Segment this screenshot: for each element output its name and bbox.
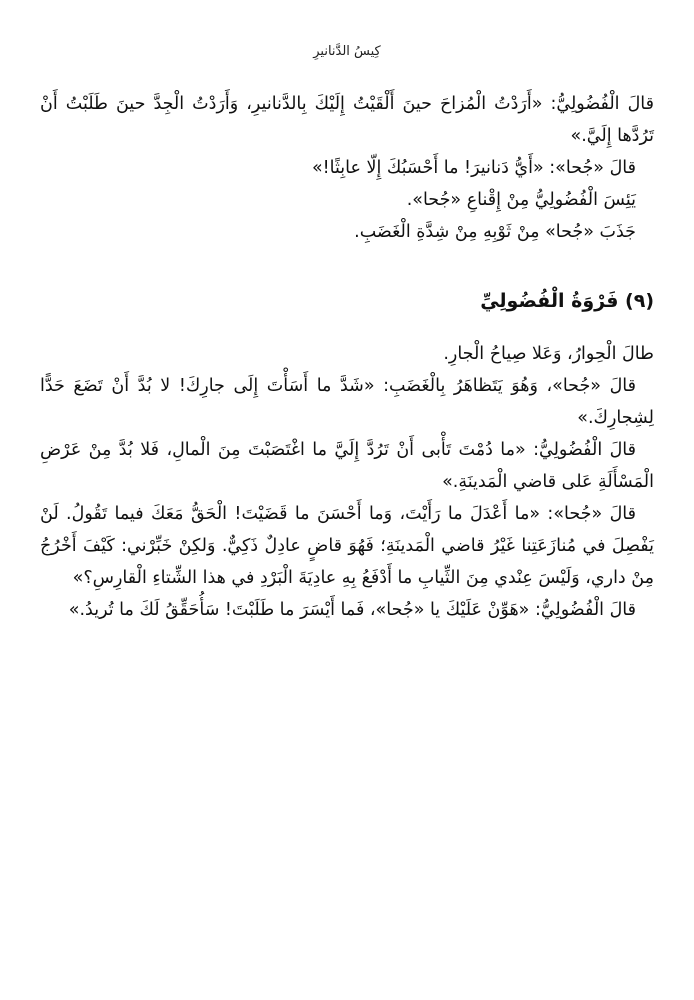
section-heading: (٩) فَرْوَةُ الْفُضُولِيِّ	[480, 290, 654, 312]
paragraph: جَذَبَ «جُحا» مِنْ ثَوْبِهِ مِنْ شِدَّةِ الْغَضَبِ.	[354, 222, 636, 242]
text-block-bottom	[40, 338, 654, 626]
paragraph: قالَ الْفُضُولِيُّ: «ما دُمْتَ تَأْبى أَنْ تَرُدَّ إِلَيَّ ما اغْتَصَبْتَ مِنَ الْمالِ، فَلا بُدَّ مِنْ عَرْضِ الْمَسْأَلَةِ عَلى قاضي الْمَدينَةِ.»	[40, 440, 654, 492]
paragraph: قالَ «جُحا»، وَهُوَ يَتَظاهَرُ بِالْغَضَبِ: «شَدَّ ما أَسَأْتَ إِلَى جارِكَ! لا بُدَّ أَنْ تَضَعَ حَدًّا لِشِجارِكَ.»	[40, 376, 654, 428]
paragraph: قالَ «جُحا»: «ما أَعْدَلَ ما رَأَيْتَ، وَما أَحْسَنَ ما قَضَيْتَ! الْحَقُّ مَعَكَ فيما تَقُولُ. لَنْ يَفْصِلَ في مُنازَعَتِنا غَيْرُ قاضي الْمَدينَةِ؛ فَهُوَ قاضٍ عادِلٌ ذَكِيٌّ. وَلكِنْ خَبِّرْني: كَيْفَ أَخْرُجُ مِنْ داري، وَلَيْسَ عِنْدي مِنَ الثِّيابِ ما أَدْفَعُ بِهِ عادِيَةَ الْبَرْدِ في هذا الشِّتاءِ الْقارِسِ؟»	[40, 504, 654, 588]
paragraph: قالَ «جُحا»: «أَيُّ دَنانيرَ! ما أَحْسَبُكَ إِلّا عابِثًا!»	[311, 158, 636, 178]
running-header: كِيسُ الدَّنانيرِ	[313, 44, 381, 59]
paragraph: يَئِسَ الْفُضُولِيُّ مِنْ إِقْناعِ «جُحا».	[406, 190, 636, 210]
text-block-top	[40, 88, 654, 248]
paragraph: قالَ الْفُضُولِيُّ: «أَرَدْتُ الْمُزاحَ حينَ أَلْقَيْتُ إِلَيْكَ بِالدَّنانيرِ، وَأَرَدْتُ الْجِدَّ حينَ طَلَبْتُ أَنْ تَرُدَّها إِلَيَّ.»	[40, 94, 654, 146]
paragraph: طالَ الْحِوارُ، وَعَلا صِياحُ الْجارِ.	[443, 344, 654, 364]
paragraph: قالَ الْفُضُولِيُّ: «هَوِّنْ عَلَيْكَ يا «جُحا»، فَما أَيْسَرَ ما طَلَبْتَ! سَأُحَقِّقُ لَكَ ما تُريدُ.»	[68, 600, 636, 620]
